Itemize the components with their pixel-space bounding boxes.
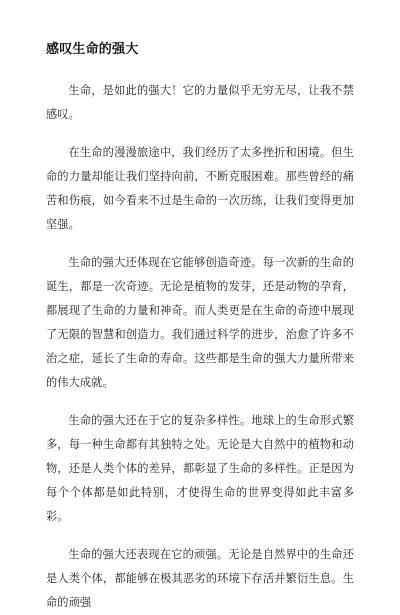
document-title: 感叹生命的强大 [46, 42, 139, 57]
paragraph-4: 生命的强大还在于它的复杂多样性。地球上的生命形式繁多，每一种生命都有其独特之处。无论是大自然中的植物和动物，还是人类个体的差异，都彰显了生命的多样性。正是因为每个个体都是如此特别，才使得生命的世界变得如此丰富多彩。 [46, 414, 354, 523]
paragraph-1: 生命，是如此的强大！它的力量似乎无穷无尽，让我不禁感叹。 [46, 84, 354, 121]
paragraph-3: 生命的强大还体现在它能够创造奇迹。每一次新的生命的诞生，都是一次奇迹。无论是植物的发芽，还是动物的孕育，都展现了生命的力量和神奇。而人类更是在生命的奇迹中展现了无限的智慧和创造力。我们通过科学的进步，治愈了许多不治之症，延长了生命的寿命。这些都是生命的强大力量所带来的伟大成就。 [46, 256, 354, 389]
paragraph-5: 生命的强大还表现在它的顽强。无论是自然界中的生命还是人类个体，都能够在极其恶劣的环境下存活并繁衍生息。生命的顽强 [46, 548, 354, 609]
paragraph-2: 在生命的漫漫旅途中，我们经历了太多挫折和困境。但生命的力量却能让我们坚持向前，不断克服困难。那些曾经的痛苦和伤痕，如今看来不过是生命的一次历练，让我们变得更加坚强。 [46, 146, 354, 231]
